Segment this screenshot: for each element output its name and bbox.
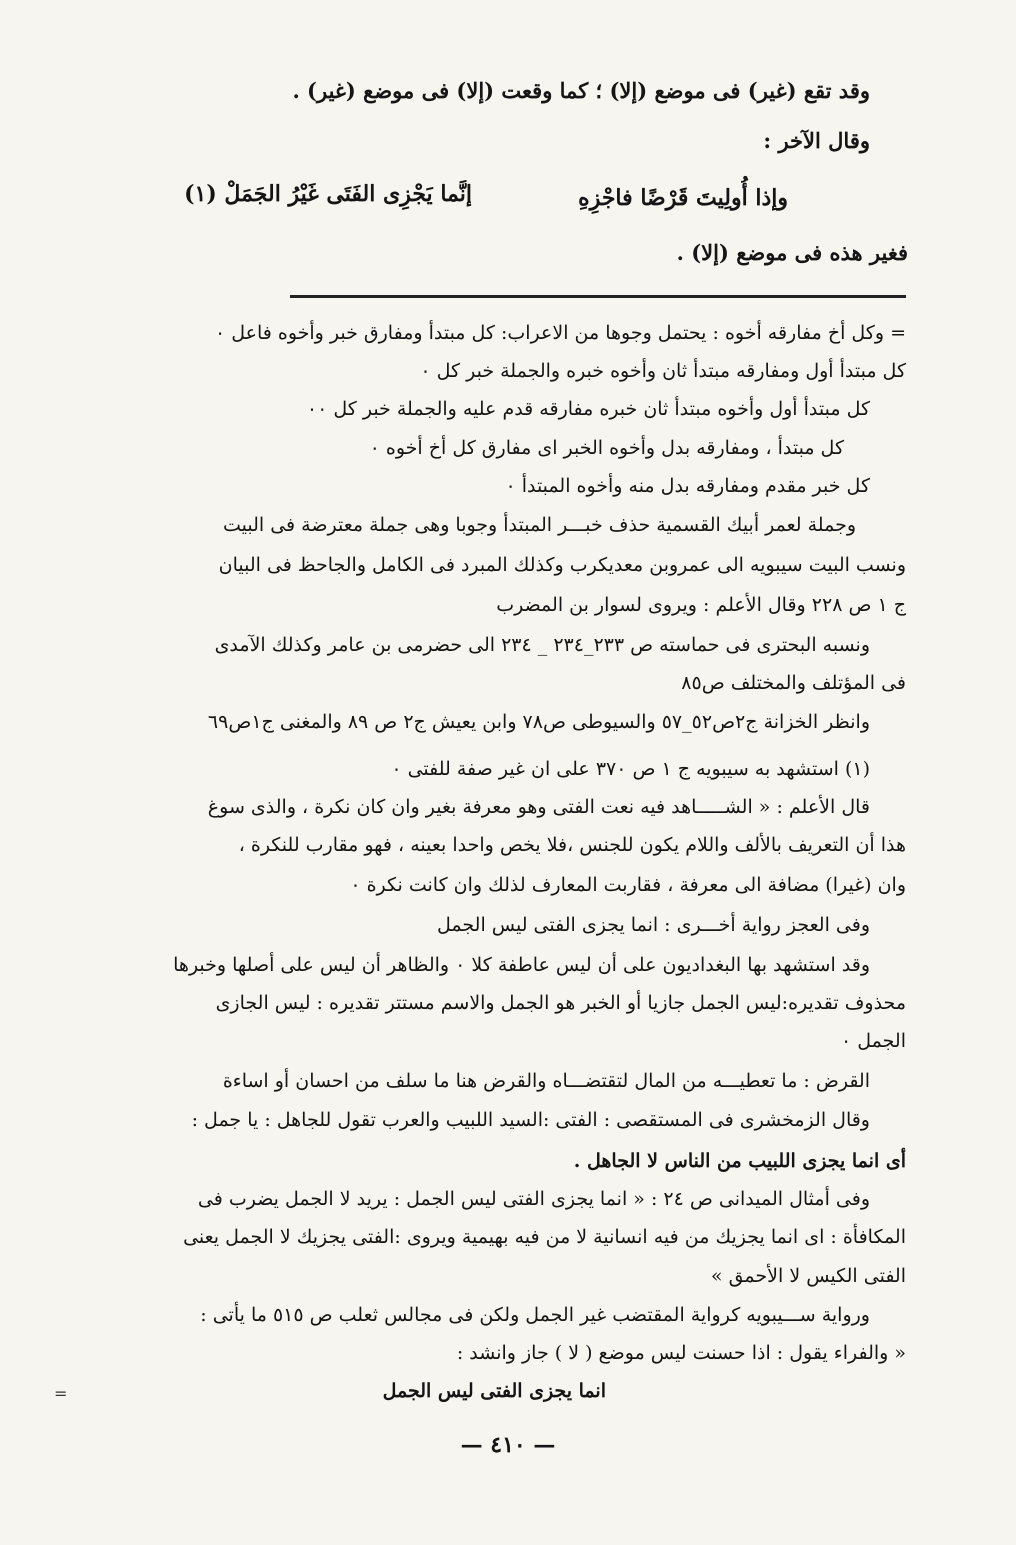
footnote-line: قال الأعلم : « الشـــــاهد فيه نعت الفتى وهو معرفة بغير وان كان نكرة ، والذى سوغ <box>207 796 870 818</box>
footnote-line: هذا أن التعريف بالألف واللام يكون للجنس ،فلا يخص واحدا بعينه ، فهو مقارب للنكرة ، <box>238 834 906 856</box>
footnote-line: محذوف تقديره:ليس الجمل جازيا أو الخبر هو الجمل والاسم مستتر تقديره : ليس الجازى <box>215 992 906 1014</box>
footnote-line: وانظر الخزانة ج٢ص٥٢_٥٧ والسيوطى ص٧٨ وابن يعيش ج٢ ص ٨٩ والمغنى ج١ص٦٩ <box>207 711 870 733</box>
footnote-line: ورواية ســـيبويه كرواية المقتضب غير الجمل ولكن فى مجالس ثعلب ص ٥١٥ ما يأتى : <box>200 1304 870 1326</box>
footnote-line: ونسبه البحترى فى حماسته ص ٢٣٣_٢٣٤ _ ٢٣٤ الى حضرمى بن عامر وكذلك الآمدى <box>214 634 870 656</box>
footnote-line: ج ١ ص ٢٢٨ وقال الأعلم : ويروى لسوار بن المضرب <box>496 594 906 616</box>
footnote-line: ونسب البيت سيبويه الى عمروبن معديكرب وكذلك المبرد فى الكامل والجاحظ فى البيان <box>218 554 906 576</box>
footnote-line: = وكل أخ مفارقه أخوه : يحتمل وجوها من الاعراب: كل مبتدأ ومفارق خبر وأخوه فاعل ٠ <box>214 322 906 344</box>
footnote-line: الجمل ٠ <box>841 1030 906 1052</box>
footnote-line: القرض : ما تعطيـــه من المال لتقتضـــاه والقرض هنا ما سلف من احسان أو اساءة <box>222 1070 870 1092</box>
footnote-line: كل خبر مقدم ومفارقه بدل منه وأخوه المبتدأ ٠ <box>505 475 870 497</box>
footnote-line: كل مبتدأ أول ومفارقه مبتدأ ثان وأخوه خبره والجملة خبر كل ٠ <box>420 360 906 382</box>
main-line-4: فغير هذه فى موضع (إلا) . <box>676 240 908 265</box>
page-number: — ٤١٠ — <box>460 1432 556 1458</box>
continuation-mark: = <box>54 1384 68 1403</box>
footnote-line: أى انما يجزى اللبيب من الناس لا الجاهل . <box>573 1150 906 1172</box>
footnote-verse: انما يجزى الفتى ليس الجمل <box>382 1380 606 1402</box>
footnote-line: (١) استشهد به سيبويه ج ١ ص ٣٧٠ على ان غير صفة للفتى ٠ <box>391 758 870 780</box>
verse-second-hemistich: إنَّما يَجْزِى الفَتَى غَيْرُ الجَمَلْ (١) <box>184 181 472 207</box>
footnote-separator-rule <box>290 295 906 298</box>
footnote-line: المكافأة : اى انما يجزيك من فيه انسانية لا من فيه بهيمية ويروى :الفتى يجزيك لا الجمل يعنى <box>183 1226 906 1248</box>
verse-first-hemistich: وإذا أُولِيتَ قَرْضًا فاجْزِهِ <box>578 185 788 211</box>
footnote-line: وفى أمثال الميدانى ص ٢٤ : « انما يجزى الفتى ليس الجمل : يريد لا الجمل يضرب فى <box>197 1188 870 1210</box>
footnote-line: وقال الزمخشرى فى المستقصى : الفتى :السيد اللبيب والعرب تقول للجاهل : يا جمل : <box>191 1109 870 1131</box>
footnote-line: فى المؤتلف والمختلف ص٨٥ <box>681 672 906 694</box>
main-line-2: وقال الآخر : <box>763 128 870 153</box>
footnote-line: وقد استشهد بها البغداديون على أن ليس عاطفة كلا ٠ والظاهر أن ليس على أصلها وخبرها <box>173 954 870 976</box>
footnote-line: « والفراء يقول : اذا حسنت ليس موضع ( لا ) جاز وانشد : <box>456 1342 906 1364</box>
footnote-line: الفتى الكيس لا الأحمق » <box>710 1265 906 1287</box>
footnote-line: كل مبتدأ أول وأخوه مبتدأ ثان خبره مفارقه قدم عليه والجملة خبر كل ٠٠ <box>306 398 870 420</box>
footnote-line: وفى العجز رواية أخـــرى : انما يجزى الفتى ليس الجمل <box>437 914 870 936</box>
footnote-line: وان (غيرا) مضافة الى معرفة ، فقاربت المعارف لذلك وان كانت نكرة ٠ <box>350 874 906 896</box>
footnote-line: كل مبتدأ ، ومفارقه بدل وأخوه الخبر اى مفارق كل أخ أخوه ٠ <box>369 437 844 459</box>
main-line-1: وقد تقع (غير) فى موضع (إلا) ؛ كما وقعت (إلا) فى موضع (غير) . <box>292 78 870 103</box>
footnote-line: وجملة لعمر أبيك القسمية حذف خبـــر المبتدأ وجوبا وهى جملة معترضة فى البيت <box>222 514 856 536</box>
